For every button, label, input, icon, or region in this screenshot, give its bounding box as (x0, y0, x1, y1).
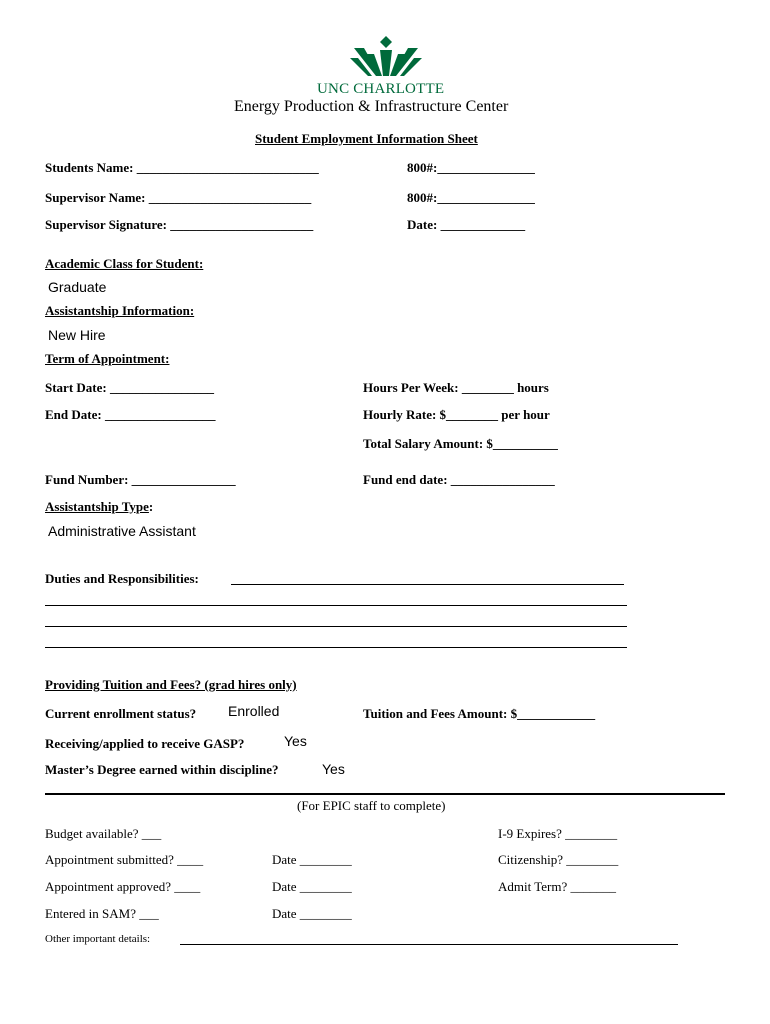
end-date-field[interactable]: End Date: _________________ (45, 407, 216, 422)
admit-term-field[interactable]: Admit Term? _______ (498, 879, 617, 894)
logo-text: UNC CHARLOTTE (317, 81, 445, 97)
fund-number-field[interactable]: Fund Number: ________________ (45, 472, 236, 487)
other-details-line[interactable] (180, 944, 678, 945)
student-800-field[interactable]: 800#:_______________ (407, 160, 535, 175)
duties-line-4[interactable] (45, 647, 627, 648)
sheet-title: Student Employment Information Sheet (255, 131, 478, 146)
assistantship-value: New Hire (48, 327, 106, 343)
enrollment-value: Enrolled (228, 703, 280, 719)
gasp-value: Yes (284, 733, 307, 749)
academic-heading: Academic Class for Student: (45, 256, 204, 271)
budget-field[interactable]: Budget available? ___ (45, 826, 162, 841)
duties-line-2[interactable] (45, 605, 627, 606)
date-field[interactable]: Date: _____________ (407, 217, 526, 232)
assistantship-heading: Assistantship Information: (45, 303, 195, 318)
academic-value: Graduate (48, 279, 107, 295)
hours-per-week-field[interactable]: Hours Per Week: ________ hours (363, 380, 549, 395)
start-date-field[interactable]: Start Date: ________________ (45, 380, 214, 395)
total-salary-field[interactable]: Total Salary Amount: $__________ (363, 436, 558, 451)
hourly-rate-field[interactable]: Hourly Rate: $________ per hour (363, 407, 550, 422)
assistantship-type-heading (45, 499, 153, 515)
submitted-date-field[interactable]: Date ________ (272, 852, 352, 867)
masters-label: Master’s Degree earned within discipline? (45, 762, 279, 777)
fund-end-date-field[interactable]: Fund end date: ________________ (363, 472, 555, 487)
sam-date-field[interactable]: Date ________ (272, 906, 352, 921)
staff-divider (45, 793, 725, 795)
duties-line-3[interactable] (45, 626, 627, 627)
assistantship-type-label: Assistantship Type (45, 499, 149, 514)
i9-field[interactable]: I-9 Expires? ________ (498, 826, 618, 841)
appointment-approved-field[interactable]: Appointment approved? ____ (45, 879, 201, 894)
approved-date-field[interactable]: Date ________ (272, 879, 352, 894)
assistantship-type-colon: : (148, 499, 154, 514)
appointment-submitted-field[interactable]: Appointment submitted? ____ (45, 852, 204, 867)
supervisor-signature-field[interactable]: Supervisor Signature: ______________________ (45, 217, 314, 232)
supervisor-name-field[interactable]: Supervisor Name: _________________________ (45, 190, 312, 205)
unc-charlotte-logo-icon (350, 36, 422, 82)
citizenship-field[interactable]: Citizenship? ________ (498, 852, 619, 867)
term-heading: Term of Appointment: (45, 351, 170, 366)
center-name: Energy Production & Infrastructure Center (234, 98, 509, 115)
staff-heading: (For EPIC staff to complete) (297, 798, 446, 813)
masters-value: Yes (322, 761, 345, 777)
tuition-heading: Providing Tuition and Fees? (grad hires only) (45, 677, 297, 692)
sam-field[interactable]: Entered in SAM? ___ (45, 906, 159, 921)
tuition-amount-field[interactable]: Tuition and Fees Amount: $____________ (363, 706, 596, 721)
duties-line-1[interactable] (231, 584, 624, 585)
supervisor-800-field[interactable]: 800#:_______________ (407, 190, 535, 205)
enrollment-label: Current enrollment status? (45, 706, 197, 721)
student-name-field[interactable]: Students Name: ____________________________ (45, 160, 319, 175)
duties-label: Duties and Responsibilities: (45, 571, 199, 586)
gasp-label: Receiving/applied to receive GASP? (45, 736, 245, 751)
other-details-label: Other important details: (45, 933, 151, 945)
assistantship-type-value: Administrative Assistant (48, 523, 196, 539)
